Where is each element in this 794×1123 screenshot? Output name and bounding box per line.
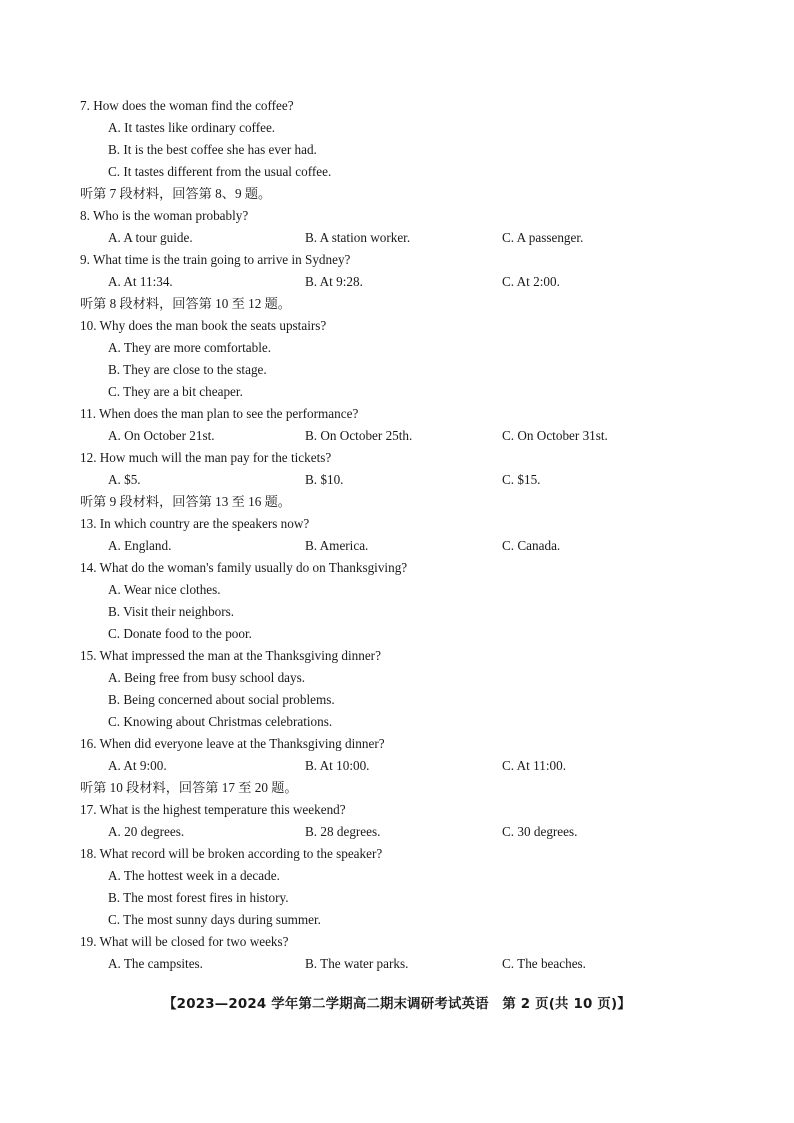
option-b: B. At 9:28.: [305, 274, 363, 289]
question-stem: 18. What record will be broken according to the speaker?: [80, 846, 383, 861]
option-line: B. Being concerned about social problems.: [108, 692, 335, 707]
option-row: [0, 535, 794, 557]
question-stem: 12. How much will the man pay for the tickets?: [80, 450, 332, 465]
option-c: C. 30 degrees.: [502, 824, 578, 839]
option-b: B. A station worker.: [305, 230, 411, 245]
option-c: C. Canada.: [502, 538, 561, 553]
question-stem: 7. How does the woman find the coffee?: [80, 98, 294, 113]
option-row: [0, 271, 794, 293]
option-c: C. A passenger.: [502, 230, 584, 245]
option-line: A. Wear nice clothes.: [108, 582, 221, 597]
option-a: A. England.: [108, 538, 172, 553]
option-a: A. At 9:00.: [108, 758, 167, 773]
page-footer: 【2023—2024 学年第二学期高二期末调研考试英语 第 2 页(共 10 页)】: [163, 997, 631, 1012]
question-stem: 8. Who is the woman probably?: [80, 208, 249, 223]
option-row: [0, 469, 794, 491]
question-stem: 16. When did everyone leave at the Thanksgiving dinner?: [80, 736, 385, 751]
question-stem: 9. What time is the train going to arrive in Sydney?: [80, 252, 351, 267]
option-a: A. $5.: [108, 472, 141, 487]
option-line: B. Visit their neighbors.: [108, 604, 235, 619]
option-line: B. It is the best coffee she has ever had.: [108, 142, 317, 157]
option-line: C. They are a bit cheaper.: [108, 384, 243, 399]
option-row: [0, 953, 794, 975]
question-stem: 13. In which country are the speakers now?: [80, 516, 310, 531]
section-instruction: 听第 8 段材料，回答第 10 至 12 题。: [80, 296, 291, 311]
question-stem: 10. Why does the man book the seats upstairs?: [80, 318, 327, 333]
section-instruction: 听第 10 段材料，回答第 17 至 20 题。: [80, 780, 298, 795]
option-c: C. The beaches.: [502, 956, 586, 971]
option-b: B. $10.: [305, 472, 344, 487]
option-line: B. The most forest fires in history.: [108, 890, 289, 905]
option-row: [0, 227, 794, 249]
option-line: C. Donate food to the poor.: [108, 626, 252, 641]
question-stem: 19. What will be closed for two weeks?: [80, 934, 289, 949]
question-stem: 11. When does the man plan to see the performance?: [80, 406, 359, 421]
question-stem: 15. What impressed the man at the Thanksgiving dinner?: [80, 648, 381, 663]
option-c: C. At 2:00.: [502, 274, 560, 289]
option-line: C. It tastes different from the usual coffee.: [108, 164, 332, 179]
option-line: A. It tastes like ordinary coffee.: [108, 120, 276, 135]
option-a: A. At 11:34.: [108, 274, 173, 289]
option-row: [0, 755, 794, 777]
option-b: B. The water parks.: [305, 956, 409, 971]
option-line: C. The most sunny days during summer.: [108, 912, 321, 927]
option-b: B. America.: [305, 538, 369, 553]
option-a: A. 20 degrees.: [108, 824, 185, 839]
option-c: C. $15.: [502, 472, 541, 487]
option-b: B. At 10:00.: [305, 758, 370, 773]
option-line: A. Being free from busy school days.: [108, 670, 306, 685]
option-c: C. On October 31st.: [502, 428, 608, 443]
option-a: A. On October 21st.: [108, 428, 215, 443]
section-instruction: 听第 9 段材料，回答第 13 至 16 题。: [80, 494, 291, 509]
option-line: C. Knowing about Christmas celebrations.: [108, 714, 333, 729]
option-line: A. They are more comfortable.: [108, 340, 272, 355]
option-a: A. The campsites.: [108, 956, 203, 971]
question-stem: 17. What is the highest temperature this weekend?: [80, 802, 346, 817]
option-b: B. 28 degrees.: [305, 824, 381, 839]
question-stem: 14. What do the woman's family usually do on Thanksgiving?: [80, 560, 408, 575]
option-line: B. They are close to the stage.: [108, 362, 267, 377]
option-row: [0, 821, 794, 843]
option-a: A. A tour guide.: [108, 230, 193, 245]
option-row: [0, 425, 794, 447]
option-line: A. The hottest week in a decade.: [108, 868, 280, 883]
section-instruction: 听第 7 段材料，回答第 8、9 题。: [80, 186, 272, 201]
option-c: C. At 11:00.: [502, 758, 566, 773]
option-b: B. On October 25th.: [305, 428, 413, 443]
